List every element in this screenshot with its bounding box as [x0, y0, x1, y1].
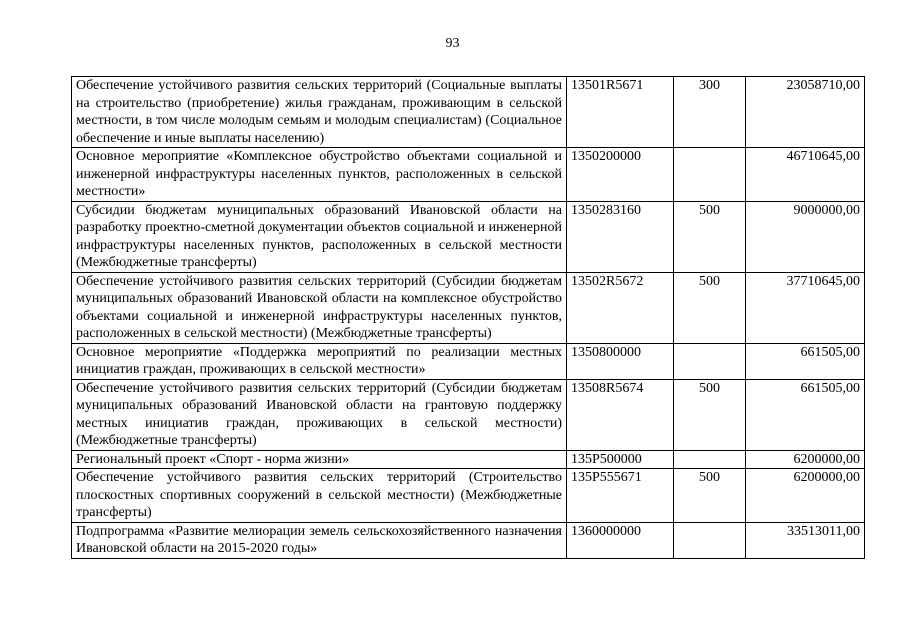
row-description: Обеспечение устойчивого развития сельских территорий (Субсидии бюджетам муниципальных образований Ивановской области на комплексное обустройство объектами социальной и инженерной инфраструктуры населенных пунктов, расположенных в сельской местности) (Межбюджетные трансферты) — [72, 272, 567, 343]
row-expense-type: 500 — [674, 379, 746, 450]
row-description: Основное мероприятие «Комплексное обустройство объектами социальной и инженерной инфраструктуры населенных пунктов, расположенных в сельской местности» — [72, 148, 567, 202]
row-description: Обеспечение устойчивого развития сельских территорий (Строительство плоскостных спортивных сооружений в сельской местности) (Межбюджетные трансферты) — [72, 469, 567, 523]
table-row — [72, 343, 865, 379]
row-amount: 46710645,00 — [746, 148, 865, 202]
row-amount: 6200000,00 — [746, 469, 865, 523]
row-expense-type: 500 — [674, 272, 746, 343]
row-amount: 37710645,00 — [746, 272, 865, 343]
row-target-code: 1350283160 — [567, 201, 674, 272]
row-amount: 661505,00 — [746, 379, 865, 450]
row-target-code: 13508R5674 — [567, 379, 674, 450]
page-number: 93 — [445, 36, 460, 51]
row-target-code: 13502R5672 — [567, 272, 674, 343]
table-row — [72, 450, 865, 469]
row-target-code: 1360000000 — [567, 522, 674, 558]
row-description: Субсидии бюджетам муниципальных образований Ивановской области на разработку проектно-сметной документации объектов социальной и инженерной инфраструктуры населенных пунктов, расположенных в сельской местности (Межбюджетные трансферты) — [72, 201, 567, 272]
row-amount: 33513011,00 — [746, 522, 865, 558]
row-target-code: 13501R5671 — [567, 77, 674, 148]
row-description: Обеспечение устойчивого развития сельских территорий (Субсидии бюджетам муниципальных образований Ивановской области на грантовую поддержку местных инициатив граждан, проживающих в сельской местности) (Межбюджетные трансферты) — [72, 379, 567, 450]
row-expense-type: 300 — [674, 77, 746, 148]
row-amount: 23058710,00 — [746, 77, 865, 148]
table-row — [72, 522, 865, 558]
row-amount: 6200000,00 — [746, 450, 865, 469]
row-description: Обеспечение устойчивого развития сельских территорий (Социальные выплаты на строительство (приобретение) жилья гражданам, проживающим в сельской местности, в том числе молодым семьям и молодым специалистам) (Социальное обеспечение и иные выплаты населению) — [72, 77, 567, 148]
row-expense-type — [674, 450, 746, 469]
row-description: Подпрограмма «Развитие мелиорации земель сельскохозяйственного назначения Ивановской области на 2015-2020 годы» — [72, 522, 567, 558]
table-row — [72, 272, 865, 343]
row-amount: 661505,00 — [746, 343, 865, 379]
row-expense-type — [674, 148, 746, 202]
budget-table — [71, 76, 865, 559]
row-amount: 9000000,00 — [746, 201, 865, 272]
row-expense-type: 500 — [674, 469, 746, 523]
row-target-code: 1350200000 — [567, 148, 674, 202]
row-expense-type — [674, 343, 746, 379]
row-expense-type — [674, 522, 746, 558]
row-expense-type: 500 — [674, 201, 746, 272]
row-target-code: 135P500000 — [567, 450, 674, 469]
table-row — [72, 77, 865, 148]
table-row — [72, 148, 865, 202]
row-description: Региональный проект «Спорт - норма жизни» — [72, 450, 567, 469]
row-description: Основное мероприятие «Поддержка мероприятий по реализации местных инициатив граждан, проживающих в сельской местности» — [72, 343, 567, 379]
budget-table-body — [72, 77, 865, 559]
row-target-code: 135P555671 — [567, 469, 674, 523]
table-row — [72, 201, 865, 272]
table-row — [72, 469, 865, 523]
table-row — [72, 379, 865, 450]
row-target-code: 1350800000 — [567, 343, 674, 379]
